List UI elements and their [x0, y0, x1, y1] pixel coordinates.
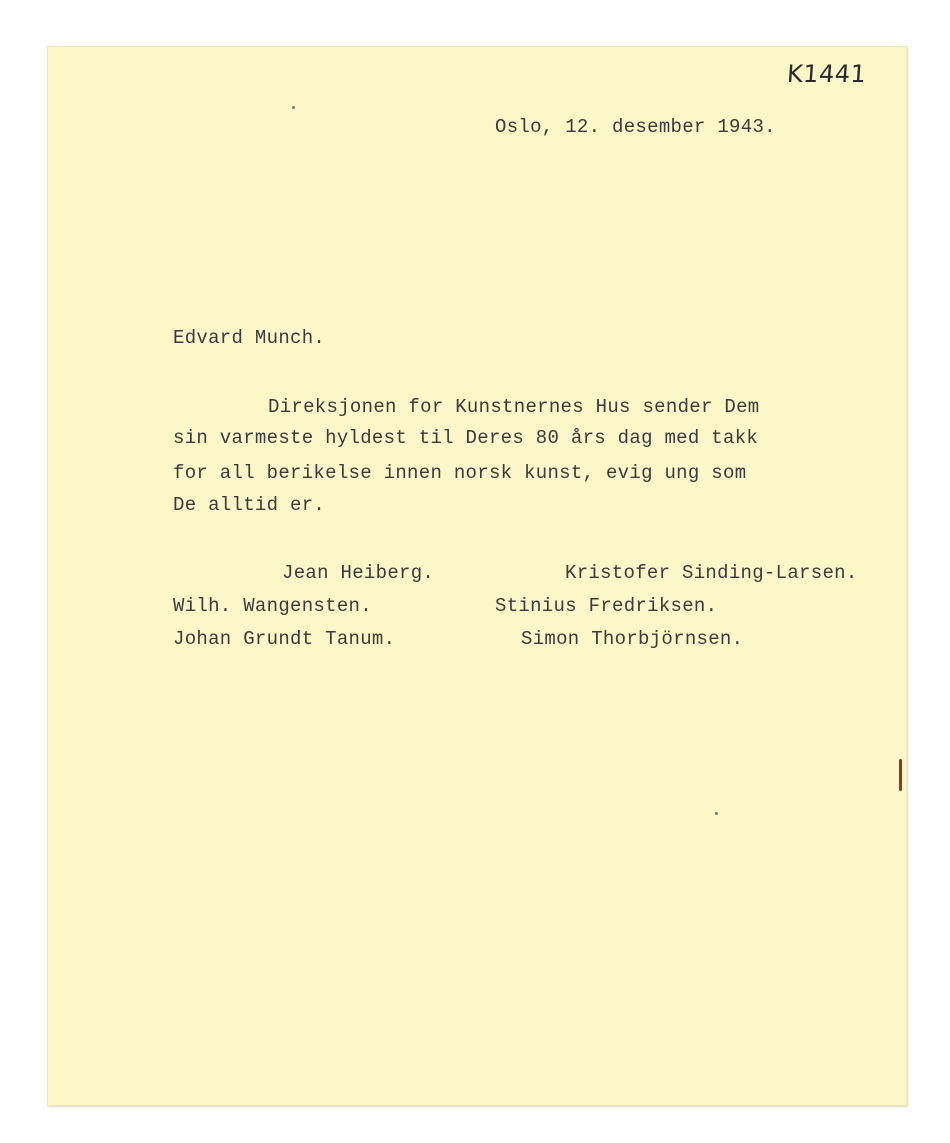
body-line-3: for all berikelse innen norsk kunst, evig ung som — [173, 462, 747, 484]
body-line-2: sin varmeste hyldest til Deres 80 års dag med takk — [173, 427, 759, 449]
date-line: Oslo, 12. desember 1943. — [495, 116, 776, 138]
ink-speck — [715, 812, 718, 815]
signature-right-3: Simon Thorbjörnsen. — [521, 628, 744, 650]
archive-number: K1441 — [786, 60, 868, 88]
signature-right-2: Stinius Fredriksen. — [495, 595, 718, 617]
signature-right-1: Kristofer Sinding-Larsen. — [565, 562, 858, 584]
recipient-name: Edvard Munch. — [173, 327, 326, 349]
ink-speck — [292, 106, 295, 109]
signature-left-3: Johan Grundt Tanum. — [173, 628, 396, 650]
signature-left-2: Wilh. Wangensten. — [173, 595, 372, 617]
body-line-1: Direksjonen for Kunstnernes Hus sender Dem — [268, 396, 760, 418]
signature-left-1: Jean Heiberg. — [282, 562, 435, 584]
body-line-4: De alltid er. — [173, 494, 326, 516]
